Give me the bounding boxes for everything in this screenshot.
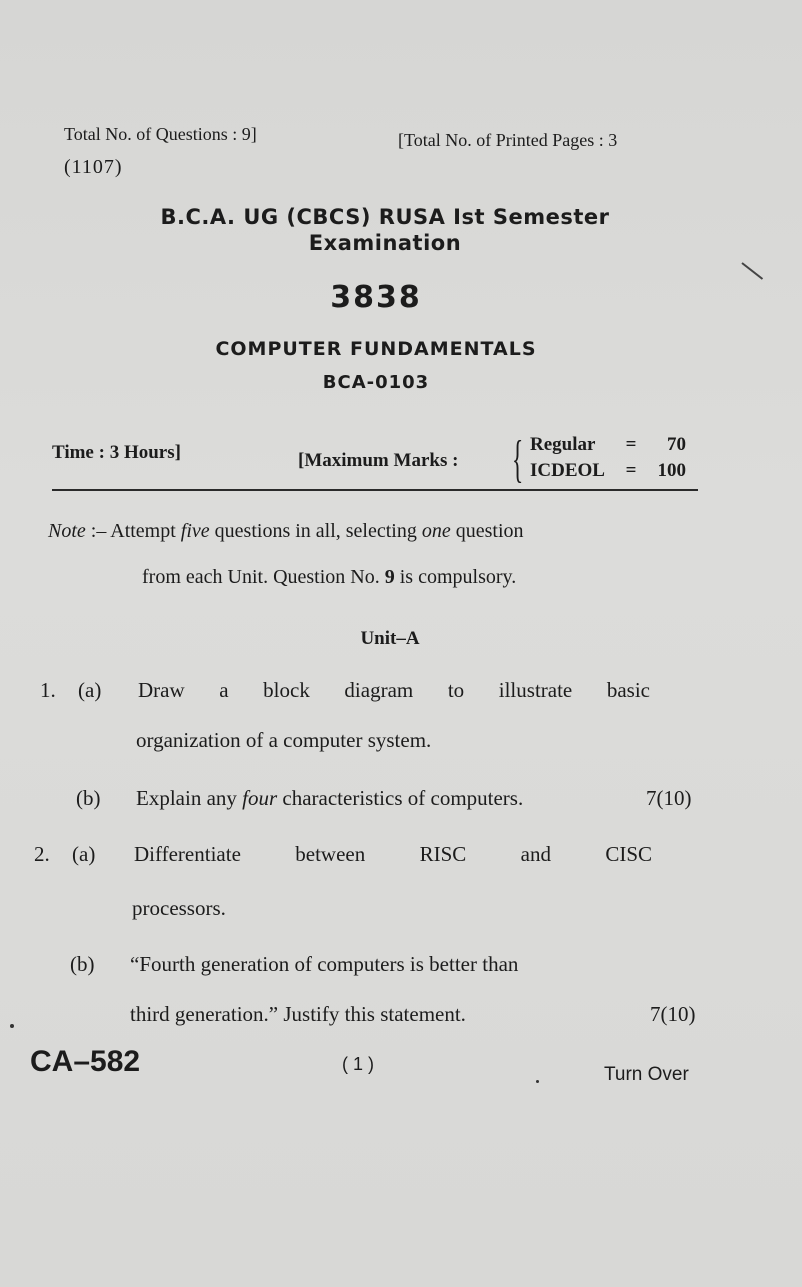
q2-marks: 7(10) [650, 1002, 696, 1026]
q2b-label: (b) [70, 952, 95, 976]
marks-icdeol-eq: = [625, 460, 637, 481]
note-text-2: questions in all, selecting [214, 520, 417, 542]
q1-number: 1. [40, 678, 56, 702]
q1b-emph-four: four [242, 786, 278, 810]
note-emph-one: one [421, 520, 451, 542]
q2a-word: Differentiate [134, 842, 241, 866]
marks-regular [530, 434, 686, 456]
marks-regular-eq: = [625, 434, 637, 455]
paper-number: 3838 [330, 280, 422, 315]
q1b-text-1: Explain any [136, 786, 237, 810]
q1a-line1 [138, 678, 650, 703]
pen-mark [741, 262, 763, 280]
instructions-note-line2 [142, 566, 516, 589]
footer-turn-over: Turn Over [604, 1064, 689, 1085]
note-line2-a: from each Unit. Question No. [142, 566, 380, 588]
note-sep: :– [90, 520, 107, 542]
footer-paper-code: CA–582 [30, 1045, 141, 1078]
subject-title: COMPUTER FUNDAMENTALS [215, 338, 537, 360]
q1a-word: basic [606, 678, 650, 702]
paper-code: (1107) [64, 156, 123, 178]
q1-marks: 7(10) [646, 786, 692, 810]
note-text-1: Attempt [110, 520, 176, 542]
q1b-text-3: characteristics of computers. [282, 786, 524, 810]
marks-icdeol-label: ICDEOL [530, 460, 605, 481]
total-questions: Total No. of Questions : 9] [64, 124, 257, 144]
course-code: BCA-0103 [322, 372, 430, 393]
q2a-line1 [134, 842, 652, 867]
q2-number: 2. [34, 842, 50, 866]
unit-heading: Unit–A [360, 628, 420, 649]
instructions-note [48, 520, 524, 543]
speck-mark [536, 1080, 539, 1083]
q1b-label: (b) [76, 786, 101, 810]
marks-regular-label: Regular [530, 434, 596, 455]
q1a-label: (a) [78, 678, 102, 702]
q2b-line1: “Fourth generation of computers is better than [130, 952, 519, 976]
q1a-line2: organization of a computer system. [136, 728, 432, 752]
note-line2-c: is compulsory. [399, 566, 517, 588]
marks-icdeol [530, 460, 686, 482]
q1b-text [136, 786, 523, 811]
q1a-word: Draw [138, 678, 185, 702]
marks-regular-value: 70 [667, 434, 686, 455]
total-pages: [Total No. of Printed Pages : 3 [398, 130, 618, 150]
q2a-word: between [295, 842, 366, 866]
header-divider [52, 489, 698, 491]
brace-icon: { [512, 431, 524, 488]
q1a-word: block [263, 678, 310, 702]
note-emph-five: five [180, 520, 210, 542]
note-line2-num: 9 [384, 566, 395, 588]
q2a-word: CISC [605, 842, 652, 866]
max-marks-label: [Maximum Marks : [298, 450, 459, 471]
note-label: Note [48, 520, 86, 542]
q2b-line2: third generation.” Justify this statement. [130, 1002, 466, 1026]
q1a-word: illustrate [498, 678, 573, 702]
q1a-word: to [447, 678, 465, 702]
q2a-word: and [520, 842, 551, 866]
speck-mark [10, 1024, 14, 1028]
q1a-word: a [219, 678, 229, 702]
q2a-word: RISC [419, 842, 467, 866]
q2a-label: (a) [72, 842, 96, 866]
marks-icdeol-value: 100 [657, 460, 686, 481]
q2a-line2: processors. [132, 896, 226, 920]
q1a-word: diagram [344, 678, 414, 702]
exam-title: B.C.A. UG (CBCS) RUSA Ist Semester Examination [160, 205, 610, 255]
footer-page-number: ( 1 ) [342, 1054, 375, 1074]
time-allowed: Time : 3 Hours] [52, 442, 181, 463]
note-text-3: question [455, 520, 524, 542]
